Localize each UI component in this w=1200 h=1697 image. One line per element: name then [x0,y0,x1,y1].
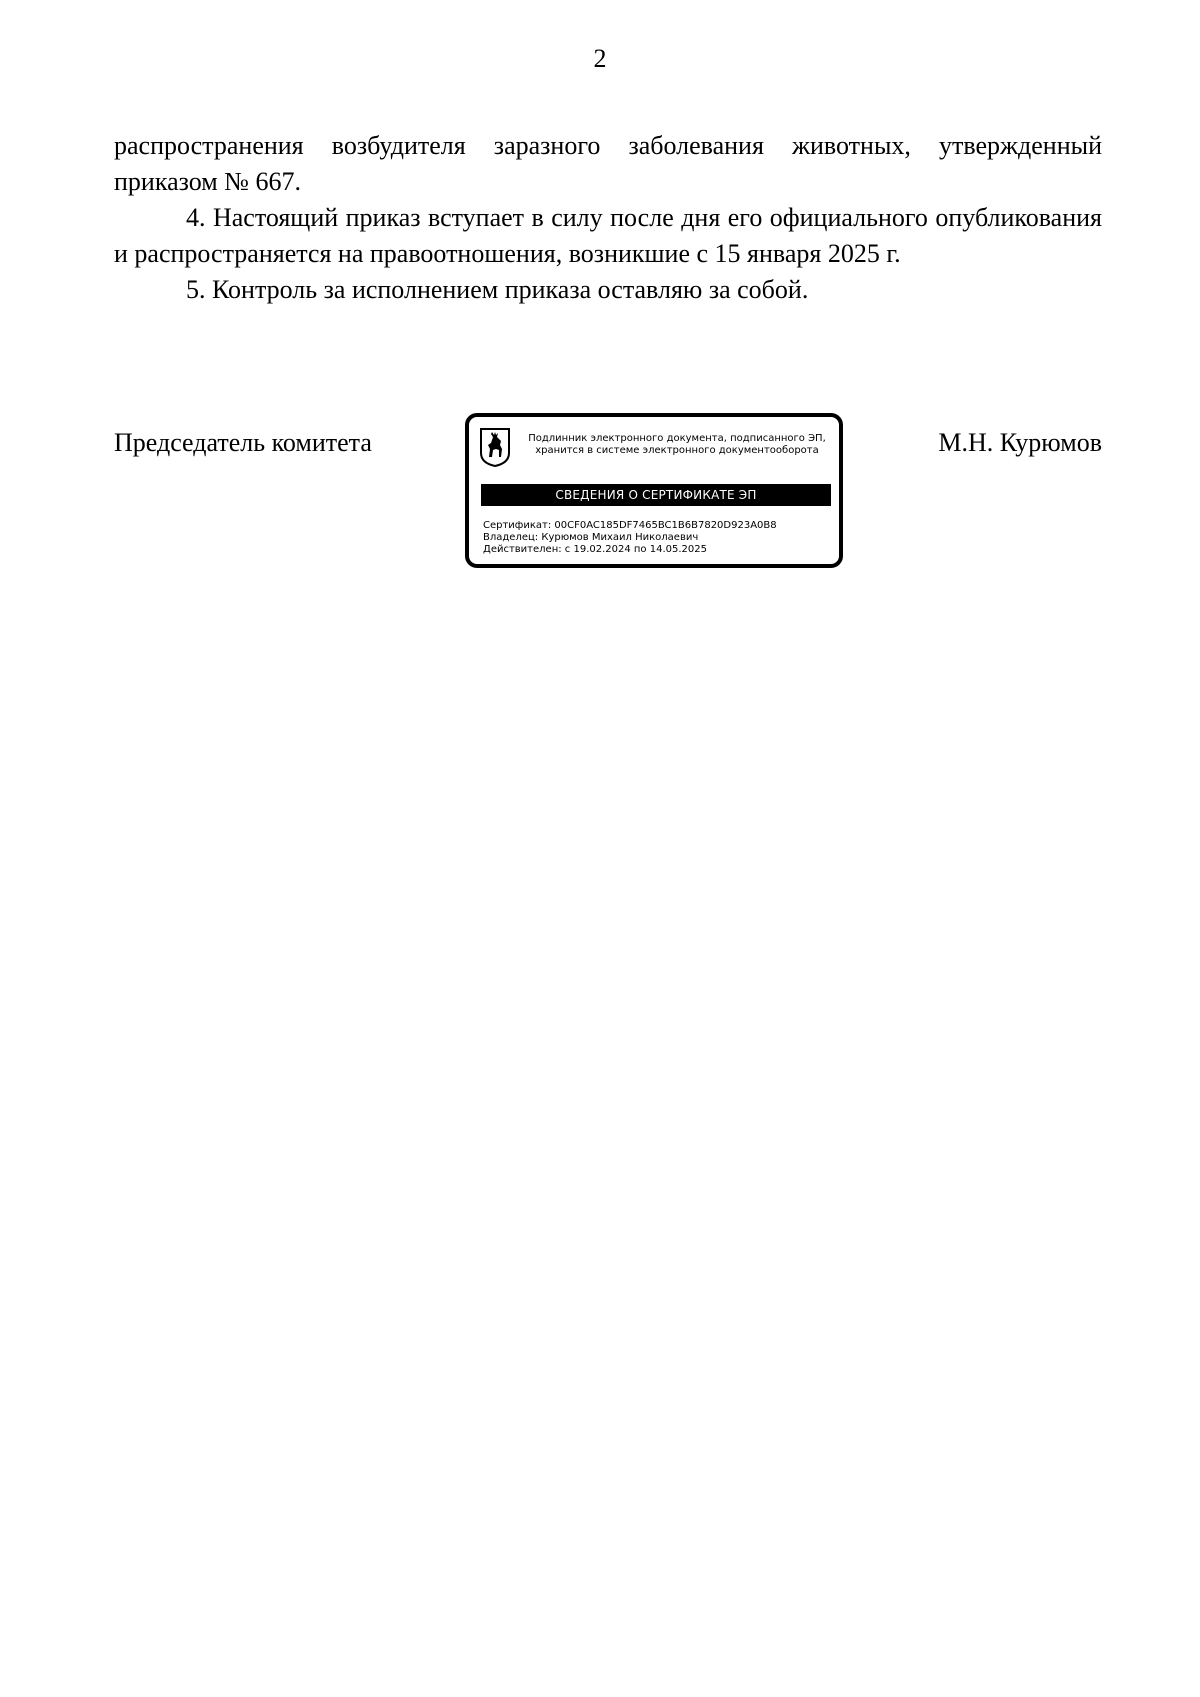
stamp-details [483,520,777,556]
stamp-owner: Владелец: Курюмов Михаил Николаевич [483,532,699,543]
deer-emblem-icon [479,427,511,467]
paragraph-continuation: распространения возбудителя заразного заболевания животных, утвержденный приказом № 667. [114,131,1102,196]
signatory-name: М.Н. Курюмов [938,428,1102,457]
document-body [114,128,1102,308]
electronic-signature-stamp [465,413,843,568]
stamp-title-bar: СВЕДЕНИЯ О СЕРТИФИКАТЕ ЭП [481,484,831,506]
page-number: 2 [593,44,607,73]
signatory-title: Председатель комитета [114,428,372,457]
paragraph-item-4: 4. Настоящий приказ вступает в силу после дня его официального опубликования и распространяется на правоотношения, возникшие с 15 января 2025 г. [114,203,1102,268]
paragraph-item-5: 5. Контроль за исполнением приказа оставляю за собой. [186,275,809,304]
stamp-validity: Действителен: с 19.02.2024 по 14.05.2025 [483,544,707,555]
stamp-header-line-1: Подлинник электронного документа, подписанного ЭП, [528,433,826,444]
stamp-header-line-2: хранится в системе электронного документооборота [535,445,819,456]
stamp-certificate: Сертификат: 00CF0AC185DF7465BC1B6B7820D923A0B8 [483,520,777,531]
stamp-header [517,433,837,457]
